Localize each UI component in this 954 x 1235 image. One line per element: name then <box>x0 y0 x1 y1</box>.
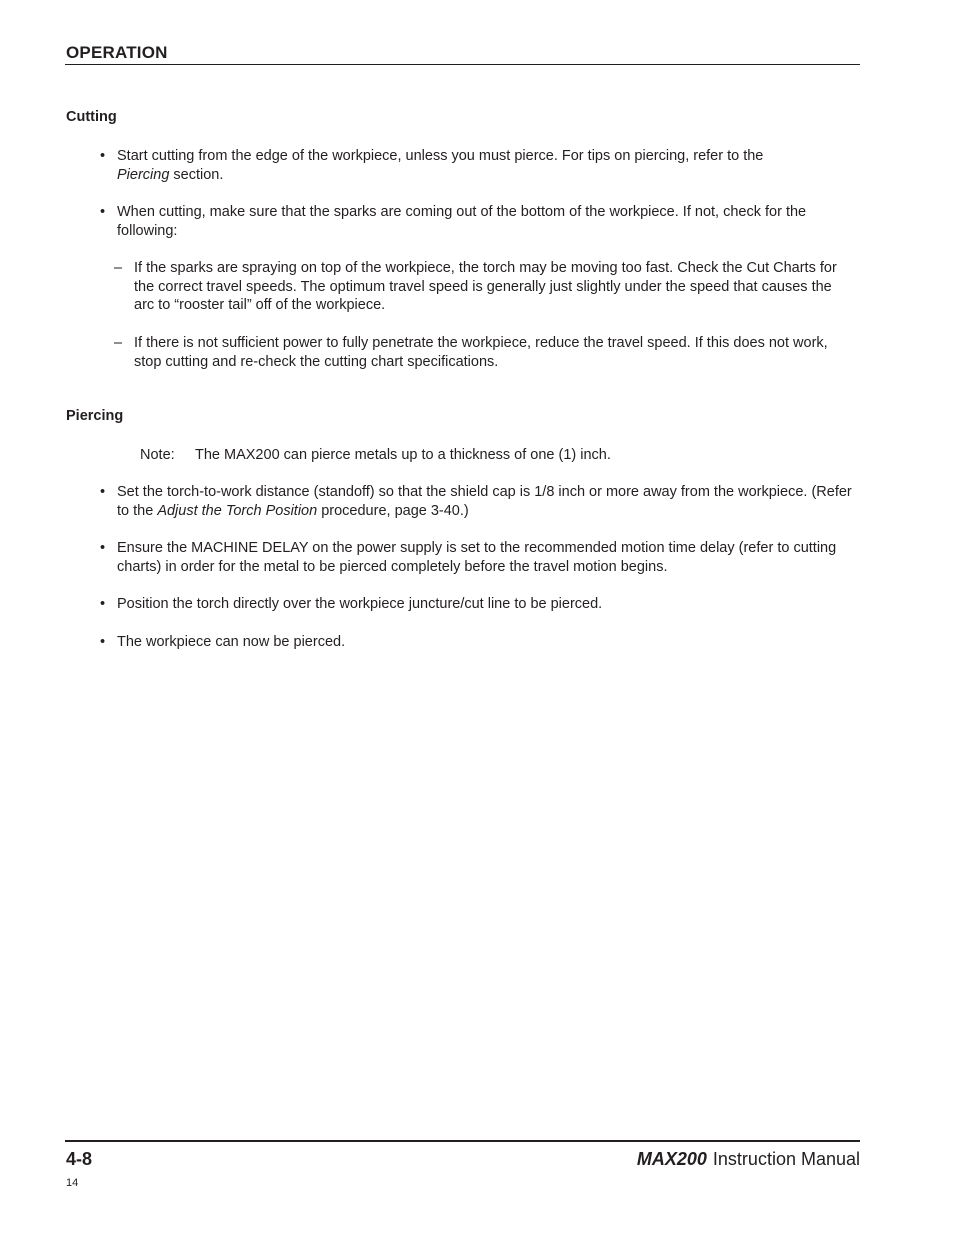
page-header-title: OPERATION <box>66 43 168 62</box>
cutting-bullet-2 <box>100 203 860 240</box>
bullet-text: Position the torch directly over the workpiece juncture/cut line to be pierced. <box>117 596 603 612</box>
cutting-heading: Cutting <box>66 109 117 125</box>
cutting-subitem-2 <box>114 334 860 371</box>
piercing-bullet-2 <box>100 539 860 576</box>
manual-title <box>637 1149 860 1170</box>
dash-marker: – <box>114 335 123 351</box>
bullet-text: Set the torch-to-work distance (standoff) so that the shield cap is 1/8 inch or more away from the workpiece. (Refer to the Adjust the Torch Position procedure, page 3-40.) <box>117 484 852 519</box>
bullet-marker: • <box>100 634 106 650</box>
bullet-marker: • <box>100 540 106 556</box>
bullet-marker: • <box>100 484 106 500</box>
piercing-bullet-4 <box>100 633 860 652</box>
bullet-text: When cutting, make sure that the sparks are coming out of the bottom of the workpiece. If not, check for the following: <box>117 204 807 239</box>
page-number: 4-8 <box>66 1149 93 1169</box>
subitem-text: If there is not sufficient power to fully penetrate the workpiece, reduce the travel speed. If this does not work, stop cutting and re-check the cutting chart specifications. <box>134 335 828 370</box>
bullet-marker: • <box>100 204 106 220</box>
subitem-text: If the sparks are spraying on top of the workpiece, the torch may be moving too fast. Check the Cut Charts for the correct travel speeds. The optimum travel speed is generally just slightly under the speed that causes the arc to “rooster tail” off of the workpiece. <box>134 260 837 313</box>
piercing-bullet-1 <box>100 483 860 520</box>
cutting-bullet-1 <box>100 147 860 184</box>
manual-label: Instruction Manual <box>712 1149 860 1169</box>
note-text: The MAX200 can pierce metals up to a thickness of one (1) inch. <box>195 447 611 463</box>
bullet-text: Start cutting from the edge of the workpiece, unless you must pierce. For tips on piercing, refer to the Piercing section. <box>117 148 764 183</box>
bullet-marker: • <box>100 148 106 164</box>
bullet-text: Ensure the MACHINE DELAY on the power supply is set to the recommended motion time delay (refer to cutting charts) in order for the metal to be pierced completely before the travel motion begins. <box>117 540 837 575</box>
piercing-bullet-3 <box>100 595 860 614</box>
sheet-number: 14 <box>66 1177 79 1189</box>
piercing-note <box>140 446 611 465</box>
cutting-subitem-1 <box>114 259 860 315</box>
dash-marker: – <box>114 260 123 276</box>
note-label: Note: <box>140 447 175 463</box>
italic-reference: Adjust the Torch Position <box>157 502 318 519</box>
footer-divider <box>65 1140 860 1142</box>
bullet-text: The workpiece can now be pierced. <box>117 634 346 650</box>
header-divider <box>65 64 860 65</box>
italic-reference: Piercing <box>117 166 170 183</box>
piercing-heading: Piercing <box>66 408 124 424</box>
model-name: MAX200 <box>636 1149 707 1169</box>
bullet-marker: • <box>100 596 106 612</box>
